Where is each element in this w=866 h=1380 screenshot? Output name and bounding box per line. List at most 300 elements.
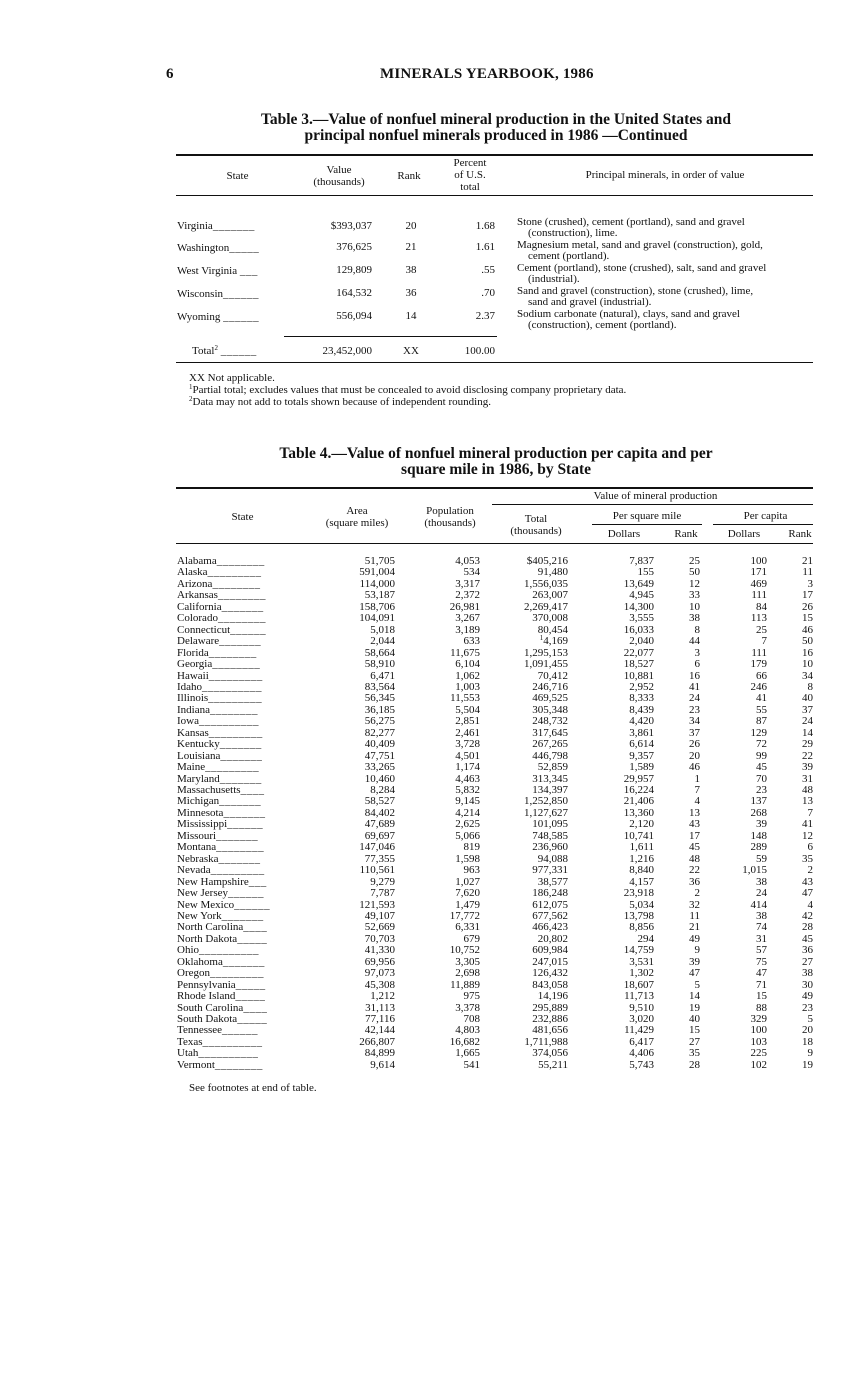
total-cell: 1,091,455 — [524, 658, 568, 671]
capita-rank-cell: 49 — [802, 990, 813, 1003]
capita-dollars-cell: 59 — [756, 852, 767, 865]
total-cell: 2,269,417 — [524, 600, 568, 613]
state-name: Mississippi — [177, 818, 228, 831]
capita-dollars-cell: 129 — [750, 726, 767, 739]
total-value: 23,452,000 — [322, 345, 372, 357]
leader-dots: ________ — [212, 658, 261, 671]
total-cell: 1,556,035 — [524, 577, 568, 590]
state-name: Washington — [177, 242, 230, 254]
footnote-ref: 1 — [539, 634, 544, 643]
area-cell: 7,787 — [370, 887, 395, 900]
capita-rank-cell: 45 — [802, 932, 813, 945]
state-name: Arkansas — [177, 589, 218, 602]
sqm-rank-cell: 45 — [689, 841, 700, 854]
capita-dollars-cell: 71 — [756, 978, 767, 991]
area-cell: 6,471 — [370, 669, 395, 682]
area-cell: 77,116 — [365, 1013, 395, 1025]
leader-dots: ______ — [223, 311, 260, 323]
sqm-dollars-cell: 2,120 — [629, 818, 654, 831]
total-cell: 313,345 — [532, 772, 568, 785]
capita-dollars-cell: 100 — [750, 555, 767, 567]
area-cell: 2,044 — [370, 635, 395, 648]
capita-dollars-cell: 24 — [756, 887, 767, 900]
capita-rank-cell: 40 — [802, 692, 813, 705]
population-cell: 1,174 — [455, 761, 480, 774]
state-name: Colorado — [177, 612, 218, 625]
population-cell: 1,598 — [455, 852, 480, 865]
state-name: Minnesota — [177, 806, 224, 819]
capita-rank-cell: 35 — [802, 852, 813, 865]
leader-dots: ________ — [216, 841, 265, 854]
sqm-rank-cell: 12 — [689, 577, 700, 590]
area-cell: 158,706 — [359, 600, 395, 613]
population-cell: 11,675 — [450, 646, 480, 659]
state-name: Iowa — [177, 715, 199, 728]
state-name: Florida — [177, 646, 209, 659]
sqm-dollars-cell: 8,439 — [629, 703, 654, 716]
capita-rank-cell: 3 — [807, 577, 813, 590]
leader-dots: _______ — [216, 829, 259, 842]
sqm-dollars-cell: 13,649 — [623, 577, 654, 590]
total-cell: 370,008 — [532, 612, 568, 625]
capita-rank-cell: 2 — [807, 864, 813, 877]
table-4-header-rule — [176, 543, 813, 544]
total-cell: 247,015 — [532, 955, 568, 968]
leader-dots: ________ — [217, 612, 266, 625]
capita-rank-cell: 24 — [802, 715, 813, 728]
sqm-rank-cell: 28 — [689, 1058, 700, 1071]
area-cell: 121,593 — [359, 898, 395, 911]
capita-dollars-cell: 84 — [756, 600, 767, 613]
capita-rank-cell: 47 — [802, 887, 813, 900]
population-cell: 3,728 — [455, 738, 480, 751]
t4-header-area-1: Area — [346, 505, 368, 517]
capita-dollars-cell: 47 — [756, 967, 767, 980]
state-name: Michigan — [177, 795, 220, 808]
sqm-rank-cell: 9 — [694, 944, 700, 957]
sqm-dollars-cell: 155 — [637, 566, 654, 579]
sqm-dollars-cell: 18,607 — [623, 978, 654, 991]
state-name: New Jersey — [177, 887, 229, 900]
state-name: Wisconsin — [177, 288, 223, 300]
percent-cell: .70 — [481, 287, 495, 299]
population-cell: 6,331 — [455, 921, 480, 934]
value-cell: 129,809 — [336, 264, 372, 276]
sqm-rank-cell: 46 — [689, 761, 700, 774]
table-4-title-line-1: Table 4.—Value of nonfuel mineral production per capita and per — [279, 445, 713, 462]
capita-dollars-cell: 70 — [756, 772, 767, 785]
t4-header-total-2: (thousands) — [510, 525, 562, 537]
total-rank: XX — [403, 345, 419, 357]
capita-rank-cell: 6 — [807, 841, 813, 854]
table-3-top-rule — [176, 154, 813, 156]
table-4-footnote: See footnotes at end of table. — [189, 1082, 317, 1094]
area-cell: 114,000 — [359, 577, 395, 590]
state-name: Oregon — [177, 967, 210, 980]
sqm-dollars-cell: 4,157 — [629, 875, 654, 888]
state-name: Illinois — [177, 692, 209, 705]
area-cell: 47,689 — [364, 818, 395, 831]
leader-dots: _________ — [208, 692, 263, 705]
capita-rank-cell: 50 — [802, 635, 813, 648]
leader-dots: _________ — [205, 761, 260, 774]
t4-header-per-square-mile: Per square mile — [612, 510, 682, 522]
sub-rule-sqm — [592, 524, 702, 525]
area-cell: 1,212 — [370, 990, 395, 1003]
leader-dots: ___ — [239, 265, 258, 277]
rank-cell: 21 — [405, 241, 417, 253]
total-cell: 248,732 — [532, 715, 568, 728]
percent-cell: 1.68 — [475, 220, 495, 232]
sqm-dollars-cell: 5,034 — [629, 898, 654, 911]
sqm-rank-cell: 7 — [694, 784, 700, 796]
state-name: Kansas — [177, 726, 209, 739]
leader-dots: _____ — [235, 978, 266, 991]
table-4-title-line-2: square mile in 1986, by State — [400, 461, 592, 478]
state-name: Maryland — [177, 772, 220, 785]
sqm-rank-cell: 21 — [689, 921, 700, 934]
sqm-dollars-cell: 6,614 — [629, 738, 654, 751]
area-cell: 45,308 — [364, 978, 395, 991]
capita-dollars-cell: 111 — [751, 589, 767, 602]
sqm-dollars-cell: 2,040 — [629, 635, 654, 648]
capita-rank-cell: 23 — [802, 1001, 813, 1014]
total-cell: 481,656 — [532, 1024, 568, 1037]
t4-header-rank-capita: Rank — [788, 528, 812, 540]
capita-rank-cell: 9 — [807, 1047, 813, 1060]
leader-dots: __________ — [199, 715, 259, 728]
capita-dollars-cell: 31 — [756, 932, 767, 945]
leader-dots: ________ — [214, 1058, 263, 1071]
population-cell: 5,832 — [455, 784, 480, 796]
total-cell: 446,798 — [532, 749, 568, 762]
state-name: Arizona — [177, 577, 213, 590]
t3-header-state: State — [226, 170, 249, 182]
capita-rank-cell: 48 — [802, 784, 813, 796]
population-cell: 1,062 — [455, 669, 480, 682]
capita-dollars-cell: 99 — [756, 749, 767, 762]
leader-dots: ______ — [220, 345, 257, 357]
population-cell: 963 — [463, 864, 480, 877]
population-cell: 11,889 — [450, 978, 480, 991]
sqm-dollars-cell: 1,216 — [629, 852, 654, 865]
leader-dots: _______ — [221, 600, 264, 613]
sqm-dollars-cell: 4,406 — [629, 1047, 654, 1060]
sqm-dollars-cell: 11,713 — [624, 990, 654, 1003]
leader-dots: __________ — [199, 944, 259, 957]
sqm-dollars-cell: 13,798 — [623, 909, 654, 922]
t3-header-minerals: Principal minerals, in order of value — [585, 169, 745, 181]
state-name: Alaska — [177, 566, 208, 579]
capita-dollars-cell: 289 — [750, 841, 767, 854]
leader-dots: _______ — [212, 220, 255, 232]
leader-dots: _______ — [223, 806, 266, 819]
t4-header-area-2: (square miles) — [325, 517, 389, 529]
state-name: Missouri — [177, 829, 217, 842]
minerals-cell: Cement (portland), stone (crushed), salt, sand and gravel (industrial). — [517, 262, 767, 285]
capita-dollars-cell: 329 — [750, 1013, 767, 1025]
capita-dollars-cell: 414 — [750, 898, 767, 911]
total-cell: 1,711,988 — [524, 1035, 568, 1048]
capita-dollars-cell: 1,015 — [742, 864, 767, 877]
state-name: Utah — [177, 1047, 199, 1060]
capita-rank-cell: 5 — [807, 1013, 813, 1025]
sqm-rank-cell: 3 — [694, 646, 700, 659]
leader-dots: _______ — [219, 795, 262, 808]
group-rule — [492, 504, 813, 505]
area-cell: 52,669 — [364, 921, 395, 934]
sqm-rank-cell: 34 — [689, 715, 700, 728]
total-cell: 748,585 — [532, 829, 568, 842]
capita-dollars-cell: 171 — [750, 566, 767, 579]
total-cell: 609,984 — [532, 944, 568, 957]
sqm-rank-cell: 25 — [689, 555, 700, 567]
sqm-dollars-cell: 1,611 — [629, 841, 654, 854]
capita-dollars-cell: 38 — [756, 875, 767, 888]
population-cell: 3,378 — [455, 1001, 480, 1014]
sqm-rank-cell: 17 — [689, 829, 700, 842]
area-cell: 84,402 — [364, 806, 395, 819]
sqm-rank-cell: 26 — [689, 738, 700, 751]
state-name: Oklahoma — [177, 955, 223, 968]
capita-dollars-cell: 103 — [750, 1035, 767, 1048]
capita-rank-cell: 14 — [802, 726, 813, 739]
area-cell: 58,527 — [364, 795, 395, 808]
sqm-rank-cell: 32 — [689, 898, 700, 911]
percent-cell: 2.37 — [475, 310, 495, 322]
sqm-dollars-cell: 14,759 — [623, 944, 654, 957]
area-cell: 56,345 — [364, 692, 395, 705]
capita-rank-cell: 19 — [802, 1058, 813, 1071]
sqm-dollars-cell: 29,957 — [623, 772, 654, 785]
t3-header-percent-3: total — [460, 181, 480, 193]
state-name: Maine — [177, 761, 206, 774]
sqm-rank-cell: 40 — [689, 1013, 700, 1025]
t4-header-dollars-sqm: Dollars — [607, 528, 641, 540]
sqm-dollars-cell: 1,589 — [629, 761, 654, 774]
running-header — [0, 66, 866, 88]
footnote-ref: 2 — [214, 344, 218, 352]
area-cell: 84,899 — [364, 1047, 395, 1060]
sqm-dollars-cell: 18,527 — [623, 658, 654, 671]
sqm-dollars-cell: 8,333 — [629, 692, 654, 705]
leader-dots: _____ — [237, 932, 268, 945]
capita-dollars-cell: 469 — [750, 577, 767, 590]
leader-dots: _________ — [207, 566, 262, 579]
leader-dots: ________ — [209, 703, 258, 716]
state-name: Delaware — [177, 635, 220, 648]
capita-rank-cell: 36 — [802, 944, 813, 957]
capita-rank-cell: 8 — [807, 680, 813, 693]
total-cell: 374,056 — [532, 1047, 568, 1060]
sqm-rank-cell: 6 — [694, 658, 700, 671]
population-cell: 4,214 — [455, 806, 480, 819]
capita-dollars-cell: 66 — [756, 669, 767, 682]
total-cell: $405,216 — [526, 555, 568, 567]
state-name: Nebraska — [177, 852, 219, 865]
total-cell: 1,127,627 — [524, 806, 568, 819]
area-cell: 42,144 — [364, 1024, 395, 1037]
state-name: New York — [177, 909, 222, 922]
sqm-dollars-cell: 7,837 — [629, 555, 654, 567]
sqm-rank-cell: 27 — [689, 1035, 700, 1048]
capita-rank-cell: 42 — [802, 909, 813, 922]
sqm-rank-cell: 22 — [689, 864, 700, 877]
t4-header-population-2: (thousands) — [424, 517, 476, 529]
population-cell: 708 — [463, 1013, 480, 1025]
sqm-rank-cell: 39 — [689, 955, 700, 968]
sqm-dollars-cell: 4,945 — [629, 589, 654, 602]
population-cell: 16,682 — [449, 1035, 480, 1048]
area-cell: 58,910 — [364, 658, 395, 671]
state-name: Hawaii — [177, 669, 209, 682]
total-cell: 843,058 — [532, 978, 568, 991]
capita-dollars-cell: 23 — [756, 784, 767, 796]
total-cell: 305,348 — [532, 703, 568, 716]
state-name: Massachusetts — [177, 784, 241, 796]
state-name: New Hampshire — [177, 875, 249, 888]
total-cell: 466,423 — [532, 921, 568, 934]
total-label: Total — [192, 345, 215, 357]
minerals-cell: Sodium carbonate (natural), clays, sand and gravel (construction), cement (portland). — [517, 308, 740, 331]
state-name: Virginia — [177, 220, 213, 232]
population-cell: 3,189 — [455, 623, 480, 636]
t4-header-total-1: Total — [524, 513, 548, 525]
population-cell: 4,053 — [455, 555, 480, 567]
population-cell: 2,625 — [455, 818, 480, 831]
capita-rank-cell: 28 — [802, 921, 813, 934]
area-cell: 53,187 — [364, 589, 395, 602]
sqm-dollars-cell: 1,302 — [629, 967, 654, 980]
total-cell: 317,645 — [532, 726, 568, 739]
leader-dots: _________ — [210, 967, 264, 980]
rank-cell: 20 — [405, 220, 417, 232]
percent-cell: 1.61 — [475, 241, 495, 253]
total-cell: 1,295,153 — [524, 646, 568, 659]
capita-rank-cell: 21 — [802, 555, 813, 567]
capita-rank-cell: 12 — [802, 829, 813, 842]
sqm-dollars-cell: 13,360 — [623, 806, 654, 819]
sqm-rank-cell: 43 — [689, 818, 700, 831]
sqm-rank-cell: 50 — [689, 566, 700, 579]
area-cell: 8,284 — [370, 784, 395, 796]
state-name: South Dakota — [177, 1013, 238, 1025]
percent-cell: .55 — [481, 264, 495, 276]
capita-rank-cell: 11 — [802, 566, 813, 579]
capita-dollars-cell: 102 — [750, 1058, 767, 1071]
total-cell: 246,716 — [532, 680, 568, 693]
state-name: Tennessee — [177, 1024, 223, 1037]
leader-dots: _________ — [208, 669, 263, 682]
page-number: 6 — [166, 66, 174, 82]
t4-header-rank-sqm: Rank — [674, 528, 698, 540]
area-cell: 36,185 — [364, 703, 395, 716]
footnote-1: $^1$Partial total; excludes values that must be concealed to avoid disclosing company proprietary data. — [189, 383, 627, 396]
area-cell: 5,018 — [370, 623, 395, 636]
total-cell: 20,802 — [537, 932, 568, 945]
t3-header-percent-1: Percent — [453, 157, 487, 169]
value-cell: 556,094 — [336, 310, 372, 322]
state-name: New Mexico — [177, 898, 235, 911]
leader-dots: _____ — [237, 1013, 268, 1025]
sqm-dollars-cell: 22,077 — [623, 646, 654, 659]
capita-rank-cell: 37 — [802, 703, 813, 716]
value-cell: $393,037 — [330, 220, 372, 232]
rank-cell: 36 — [405, 287, 417, 299]
sqm-dollars-cell: 3,020 — [629, 1013, 654, 1025]
population-cell: 2,372 — [455, 589, 480, 602]
capita-dollars-cell: 45 — [756, 761, 767, 774]
total-cell: 101,095 — [532, 818, 568, 831]
total-cell: 677,562 — [532, 909, 568, 922]
sub-rule-capita — [713, 524, 813, 525]
capita-dollars-cell: 113 — [750, 612, 767, 625]
leader-dots: __________ — [202, 1035, 263, 1048]
leader-dots: _______ — [222, 955, 265, 968]
capita-rank-cell: 41 — [802, 818, 813, 831]
state-name: North Carolina — [177, 921, 244, 934]
area-cell: 49,107 — [364, 909, 395, 922]
population-cell: 6,104 — [455, 658, 480, 671]
capita-rank-cell: 13 — [802, 795, 813, 808]
population-cell: 1,479 — [455, 898, 480, 911]
state-name: Pennsylvania — [177, 978, 236, 991]
state-name: Louisiana — [177, 749, 221, 762]
sqm-rank-cell: 48 — [689, 852, 700, 865]
running-title: MINERALS YEARBOOK, 1986 — [380, 66, 594, 82]
population-cell: 5,066 — [455, 829, 480, 842]
area-cell: 10,460 — [364, 772, 395, 785]
area-cell: 58,664 — [364, 646, 395, 659]
state-name: Nevada — [177, 864, 211, 877]
sqm-dollars-cell: 16,033 — [623, 623, 654, 636]
population-cell: 4,501 — [455, 749, 480, 762]
population-cell: 9,145 — [455, 795, 480, 808]
state-name: Texas — [177, 1035, 203, 1048]
area-cell: 47,751 — [364, 749, 395, 762]
state-name: Alabama — [177, 555, 217, 567]
leader-dots: _____ — [235, 990, 266, 1003]
sqm-rank-cell: 1 — [694, 772, 700, 785]
sqm-dollars-cell: 10,741 — [623, 829, 654, 842]
population-cell: 1,003 — [455, 680, 480, 693]
population-cell: 975 — [463, 990, 480, 1003]
sqm-dollars-cell: 294 — [637, 932, 654, 945]
t4-header-dollars-capita: Dollars — [727, 528, 761, 540]
capita-rank-cell: 18 — [802, 1035, 813, 1048]
capita-dollars-cell: 88 — [756, 1001, 767, 1014]
sqm-rank-cell: 23 — [689, 703, 700, 716]
capita-dollars-cell: 55 — [756, 703, 767, 716]
total-percent: 100.00 — [464, 345, 495, 357]
total-cell: 295,889 — [532, 1001, 568, 1014]
capita-dollars-cell: 75 — [756, 955, 767, 968]
capita-rank-cell: 29 — [802, 738, 813, 751]
leader-dots: _______ — [219, 635, 262, 648]
capita-dollars-cell: 225 — [750, 1047, 767, 1060]
population-cell: 17,772 — [449, 909, 480, 922]
total-cell: 80,454 — [537, 623, 568, 636]
leader-dots: ________ — [216, 555, 265, 567]
rank-cell: 38 — [405, 264, 417, 276]
total-cell: 38,577 — [537, 875, 568, 888]
sqm-rank-cell: 47 — [689, 967, 700, 980]
population-cell: 4,803 — [455, 1024, 480, 1037]
capita-rank-cell: 22 — [802, 749, 813, 762]
minerals-cell: Magnesium metal, sand and gravel (construction), gold, cement (portland). — [517, 239, 763, 262]
capita-dollars-cell: 87 — [756, 715, 767, 728]
capita-rank-cell: 26 — [802, 600, 813, 613]
